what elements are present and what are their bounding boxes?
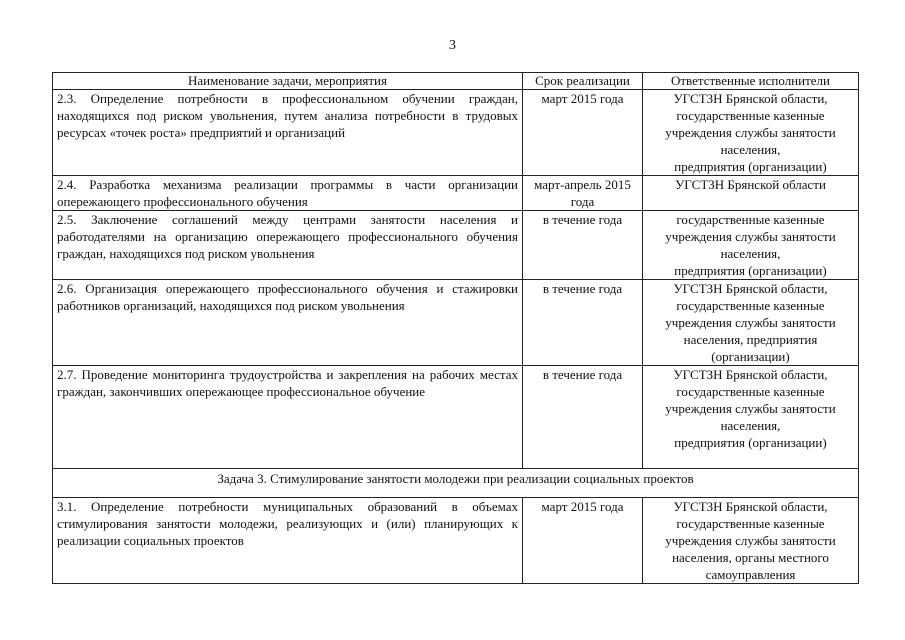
responsible-line: УГСТЗН Брянской области, [673,281,828,296]
table-row [53,366,859,469]
term-cell: в течение года [523,280,643,366]
task-cell: 2.5. Заключение соглашений между центрами занятости населения и работодателями на организацию опережающего профессионального обучения граждан, находящихся под риском увольнения [53,211,523,280]
responsible-line: населения, предприятия [683,332,818,347]
responsible-line: государственные казенные [676,298,825,313]
table-row [53,498,859,584]
table-row [53,280,859,366]
responsible-line: предприятия (организации) [674,263,827,278]
responsible-line: предприятия (организации) [674,435,827,450]
responsible-line: УГСТЗН Брянской области [675,177,826,192]
task-cell: 3.1. Определение потребности муниципальных образований в объемах стимулирования занятости молодежи, реализующих и (или) планирующих к реализации социальных проектов [53,498,523,584]
responsible-cell [643,280,859,366]
term-cell: в течение года [523,211,643,280]
page-number: 3 [449,38,456,53]
responsible-line: УГСТЗН Брянской области, [673,367,828,382]
term-cell: в течение года [523,366,643,469]
measures-table [52,72,859,584]
responsible-line: учреждения службы занятости [665,401,836,416]
header-term: Срок реализации [523,73,643,90]
table-row [53,176,859,211]
responsible-line: самоуправления [705,567,796,582]
table-row [53,90,859,176]
responsible-cell [643,176,859,211]
table-header-row [53,73,859,90]
responsible-line: учреждения службы занятости [665,315,836,330]
responsible-line: учреждения службы занятости [665,125,836,140]
term-cell: март-апрель 2015 года [523,176,643,211]
responsible-cell [643,90,859,176]
header-task: Наименование задачи, мероприятия [53,73,523,90]
task-cell: 2.3. Определение потребности в профессиональном обучении граждан, находящихся под риском увольнения, путем анализа потребности в трудовых ресурсах «точек роста» предприятий и организаций [53,90,523,176]
responsible-line: государственные казенные [676,384,825,399]
responsible-cell [643,498,859,584]
section-title-cell [53,469,859,498]
responsible-line: населения, органы местного [672,550,829,565]
responsible-cell [643,211,859,280]
responsible-line: УГСТЗН Брянской области, [673,91,828,106]
responsible-line: учреждения службы занятости [665,533,836,548]
section-row [53,469,859,498]
term-cell: март 2015 года [523,498,643,584]
responsible-line: государственные казенные [676,108,825,123]
section-title: Задача 3. Стимулирование занятости молодежи при реализации социальных проектов [217,471,694,486]
responsible-line: населения, [720,246,781,261]
responsible-line: населения, [720,418,781,433]
task-cell: 2.4. Разработка механизма реализации программы в части организации опережающего профессионального обучения [53,176,523,211]
header-responsible: Ответственные исполнители [643,73,859,90]
responsible-line: предприятия (организации) [674,159,827,174]
task-cell: 2.6. Организация опережающего профессионального обучения и стажировки работников организаций, находящихся под риском увольнения [53,280,523,366]
responsible-line: населения, [720,142,781,157]
responsible-line: учреждения службы занятости [665,229,836,244]
responsible-line: УГСТЗН Брянской области, [673,499,828,514]
responsible-line: государственные казенные [676,516,825,531]
term-cell: март 2015 года [523,90,643,176]
task-cell: 2.7. Проведение мониторинга трудоустройства и закрепления на рабочих местах граждан, закончивших опережающее профессиональное обучение [53,366,523,469]
table-row [53,211,859,280]
responsible-line: (организации) [711,349,790,364]
responsible-cell [643,366,859,469]
responsible-line: государственные казенные [676,212,825,227]
